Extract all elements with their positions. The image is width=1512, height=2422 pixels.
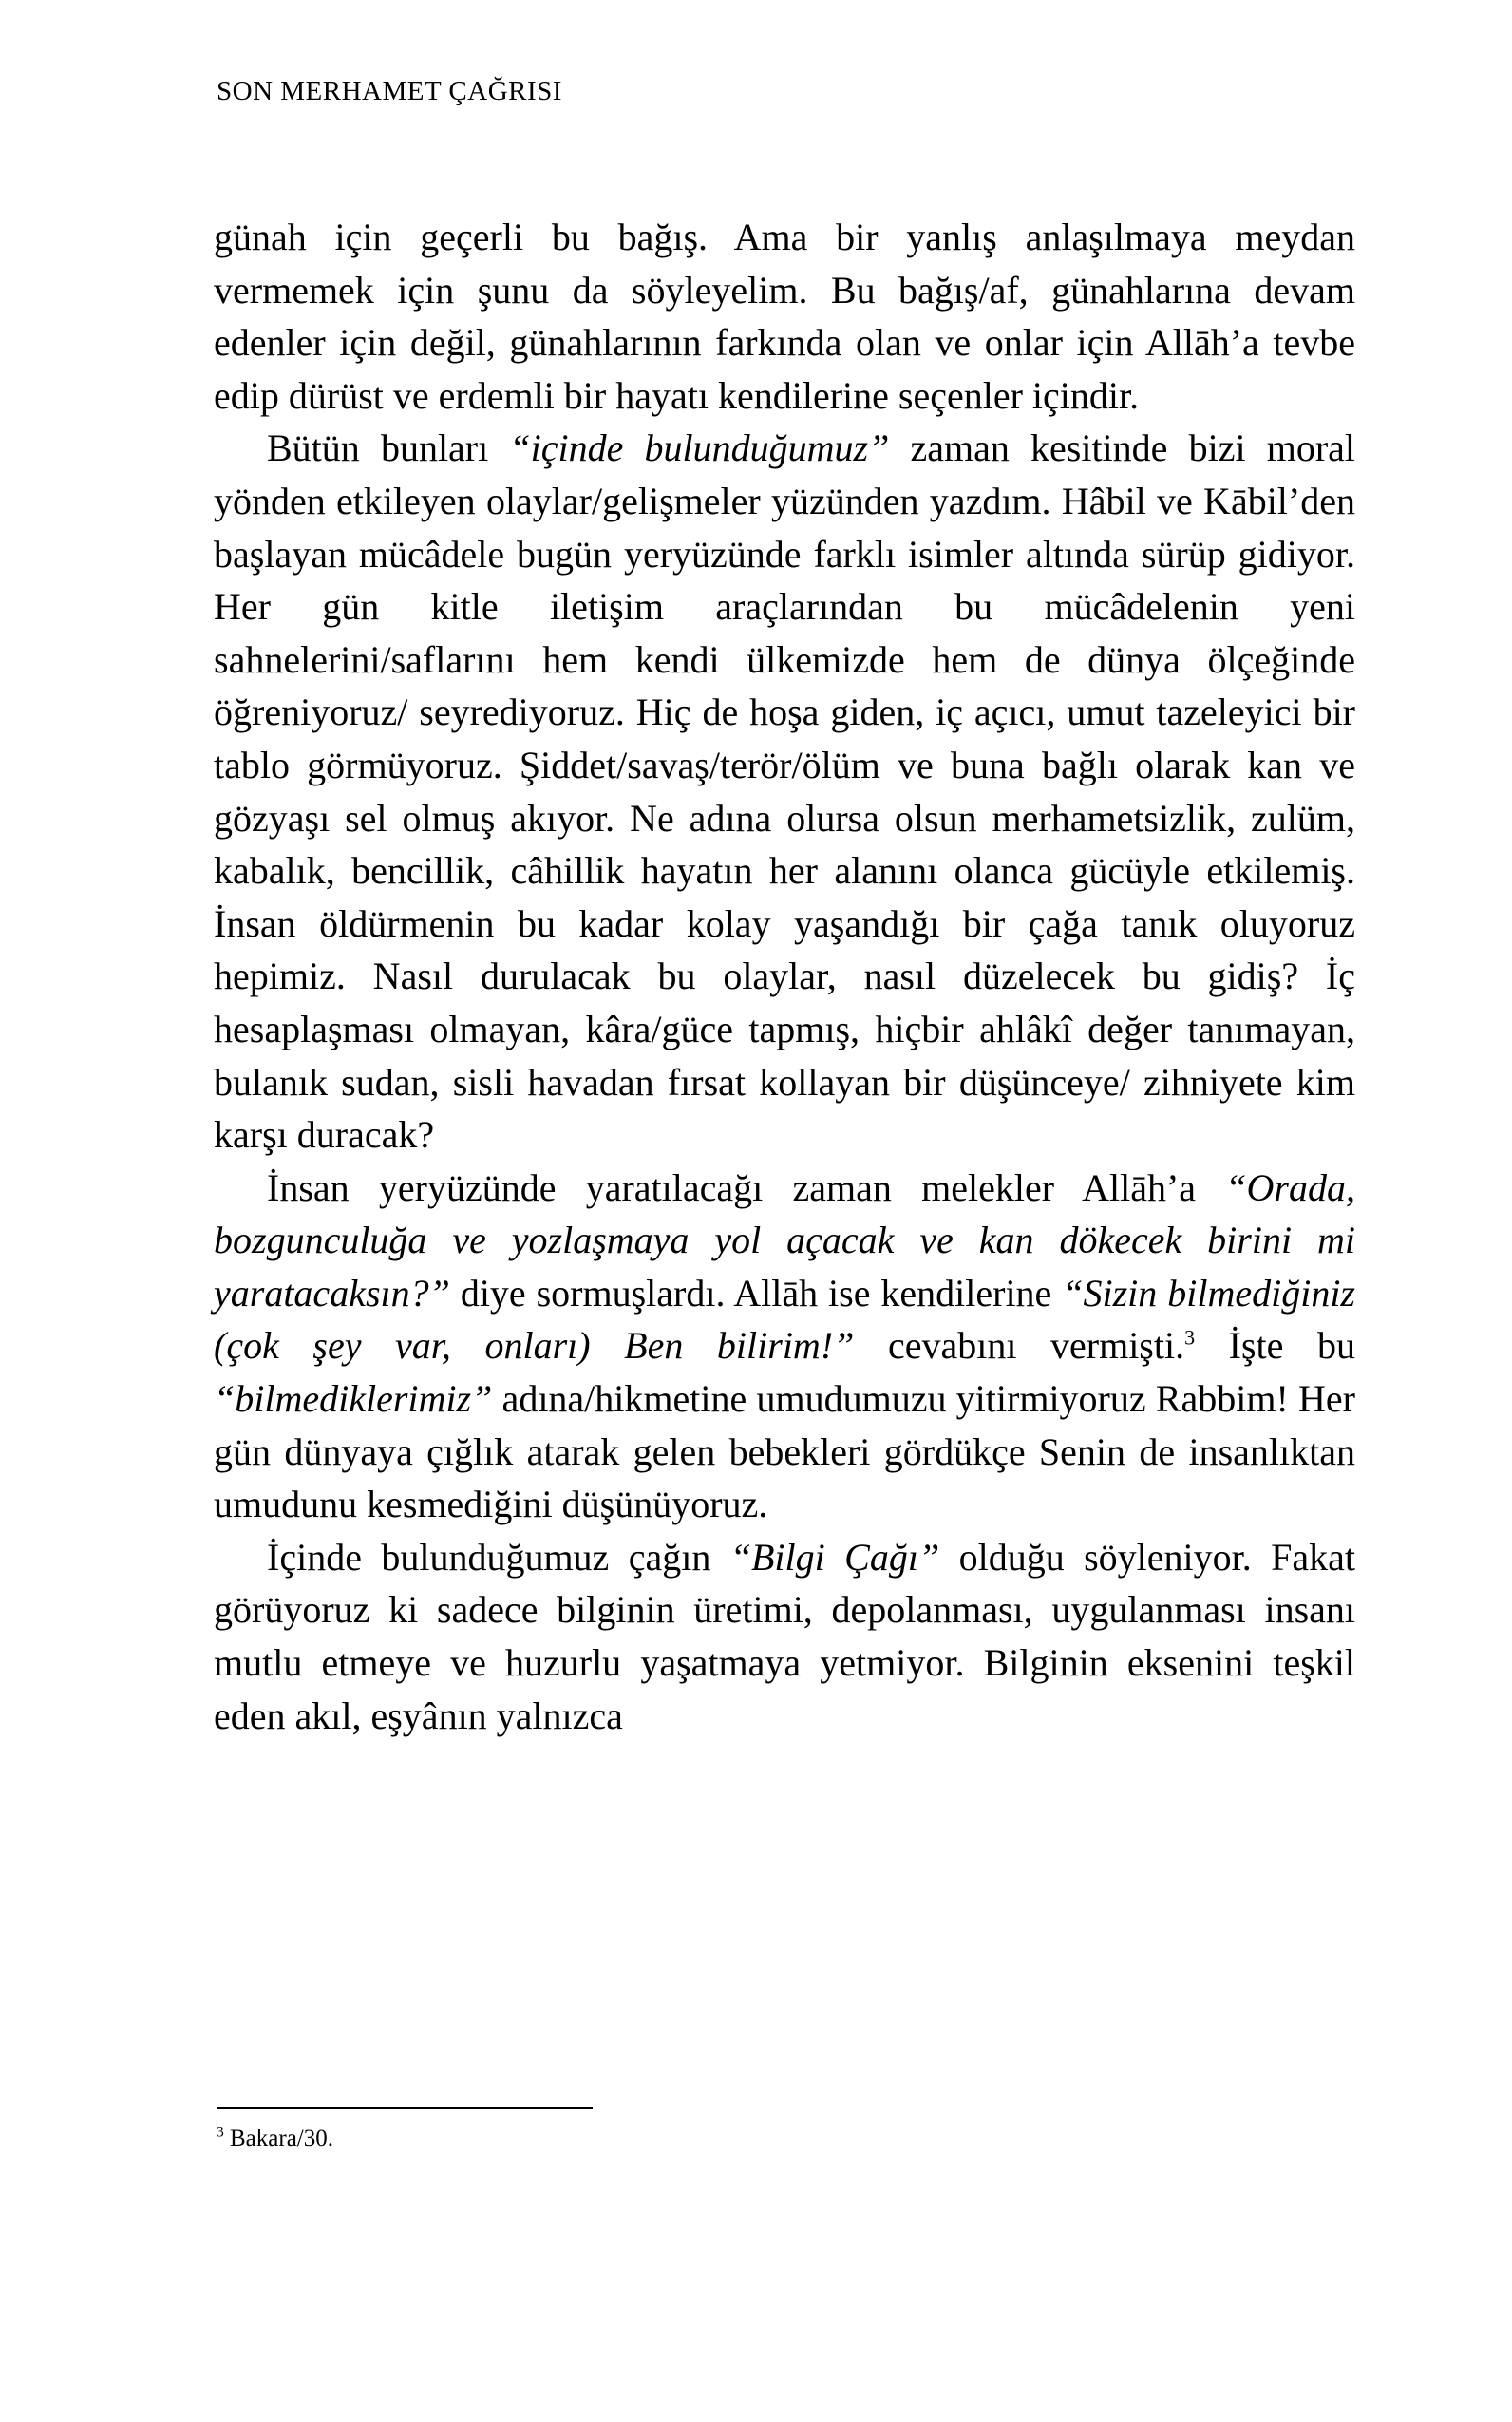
paragraph xyxy=(214,211,1355,422)
quoted-phrase: “Orada, bozgunculuğa ve yozlaşmaya yol açacak ve kan dökecek birini mi yaratacaksın?” xyxy=(214,1165,1355,1315)
footnote-text: Bakara/30. xyxy=(223,2126,333,2151)
quoted-phrase: “Bilgi Çağı” xyxy=(729,1535,940,1579)
footnote-area xyxy=(217,2107,1356,2154)
footnote-marker: 3 xyxy=(217,2124,224,2141)
paragraph xyxy=(214,1162,1355,1531)
footnote-separator-rule xyxy=(217,2107,593,2109)
text-run: cevabını vermişti. xyxy=(854,1324,1185,1368)
text-run: İşte bu xyxy=(1195,1324,1355,1368)
text-run: diye sormuşlardı. Allāh ise kendilerine xyxy=(449,1271,1063,1315)
text-run: zaman kesitinde bizi moral yönden etkileyen olaylar/gelişmeler yüzünden yazdım. Hâbil ve Kābil’den başlayan mücâdele bugün yeryüzünde farklı isimler altında sürüp gidiyor. Her gün kitle iletişim araçlarından bu mücâdelenin yeni sahnelerini/saflarını hem kendi ülkemizde hem de dünya ölçeğinde öğreniyoruz/ seyrediyoruz. Hiç de hoşa giden, iç açıcı, umut tazeleyici bir tablo görmüyoruz. Şiddet/savaş/terör/ölüm ve buna bağlı olarak kan ve gözyaşı sel olmuş akıyor. Ne adına olursa olsun merhametsizlik, zulüm, kabalık, bencillik, câhillik hayatın her alanını olanca gücüyle etkilemiş. İnsan öldürmenin bu kadar kolay yaşandığı bir çağa tanık oluyoruz hepimiz. Nasıl durulacak bu olaylar, nasıl düzelecek bu gidiş? İç hesaplaşması olmayan, kâra/güce tapmış, hiçbir ahlâkî değer tanımayan, bulanık sudan, sisli havadan fırsat kollayan bir düşünceye/ zihniyete kim karşı duracak? xyxy=(214,426,1356,1157)
body-text-block xyxy=(214,211,1355,1742)
text-run: İçinde bulunduğumuz çağın xyxy=(267,1535,730,1579)
text-run: Bütün bunları xyxy=(267,426,510,470)
quoted-phrase: “Sizin bilmediğiniz (çok şey var, onları) Ben bilirim!” xyxy=(214,1271,1355,1368)
running-header: SON MERHAMET ÇAĞRISI xyxy=(217,76,562,106)
footnote-reference: 3 xyxy=(1184,1326,1196,1351)
text-run: olduğu söyleniyor. Fakat görüyoruz ki sadece bilginin üretimi, depolanması, uygulanması insanı mutlu etmeye ve huzurlu yaşatmaya yetmiyor. Bilginin eksenini teşkil eden akıl, eşyânın yalnızca xyxy=(214,1535,1356,1737)
quoted-phrase: “içinde bulunduğumuz” xyxy=(509,426,890,470)
paragraph xyxy=(214,1531,1355,1742)
text-run: günah için geçerli bu bağış. Ama bir yanlış anlaşılmaya meydan vermemek için şunu da söyleyelim. Bu bağış/af, günahlarına devam edenler için değil, günahlarının farkında olan ve onlar için Allāh’a tevbe edip dürüst ve erdemli bir hayatı kendilerine seçenler içindir. xyxy=(214,216,1355,417)
text-run: adına/hikmetine umudumuzu yitirmiyoruz Rabbim! Her gün dünyaya çığlık atarak gelen bebekleri gördükçe Senin de insanlıktan umudunu kesmediğini düşünüyoruz. xyxy=(214,1377,1355,1526)
paragraph xyxy=(214,422,1355,1161)
text-run: İnsan yeryüzünde yaratılacağı zaman melekler Allāh’a xyxy=(267,1165,1226,1209)
footnote-entry xyxy=(217,2124,1356,2154)
quoted-phrase: “bilmediklerimiz” xyxy=(214,1377,493,1421)
